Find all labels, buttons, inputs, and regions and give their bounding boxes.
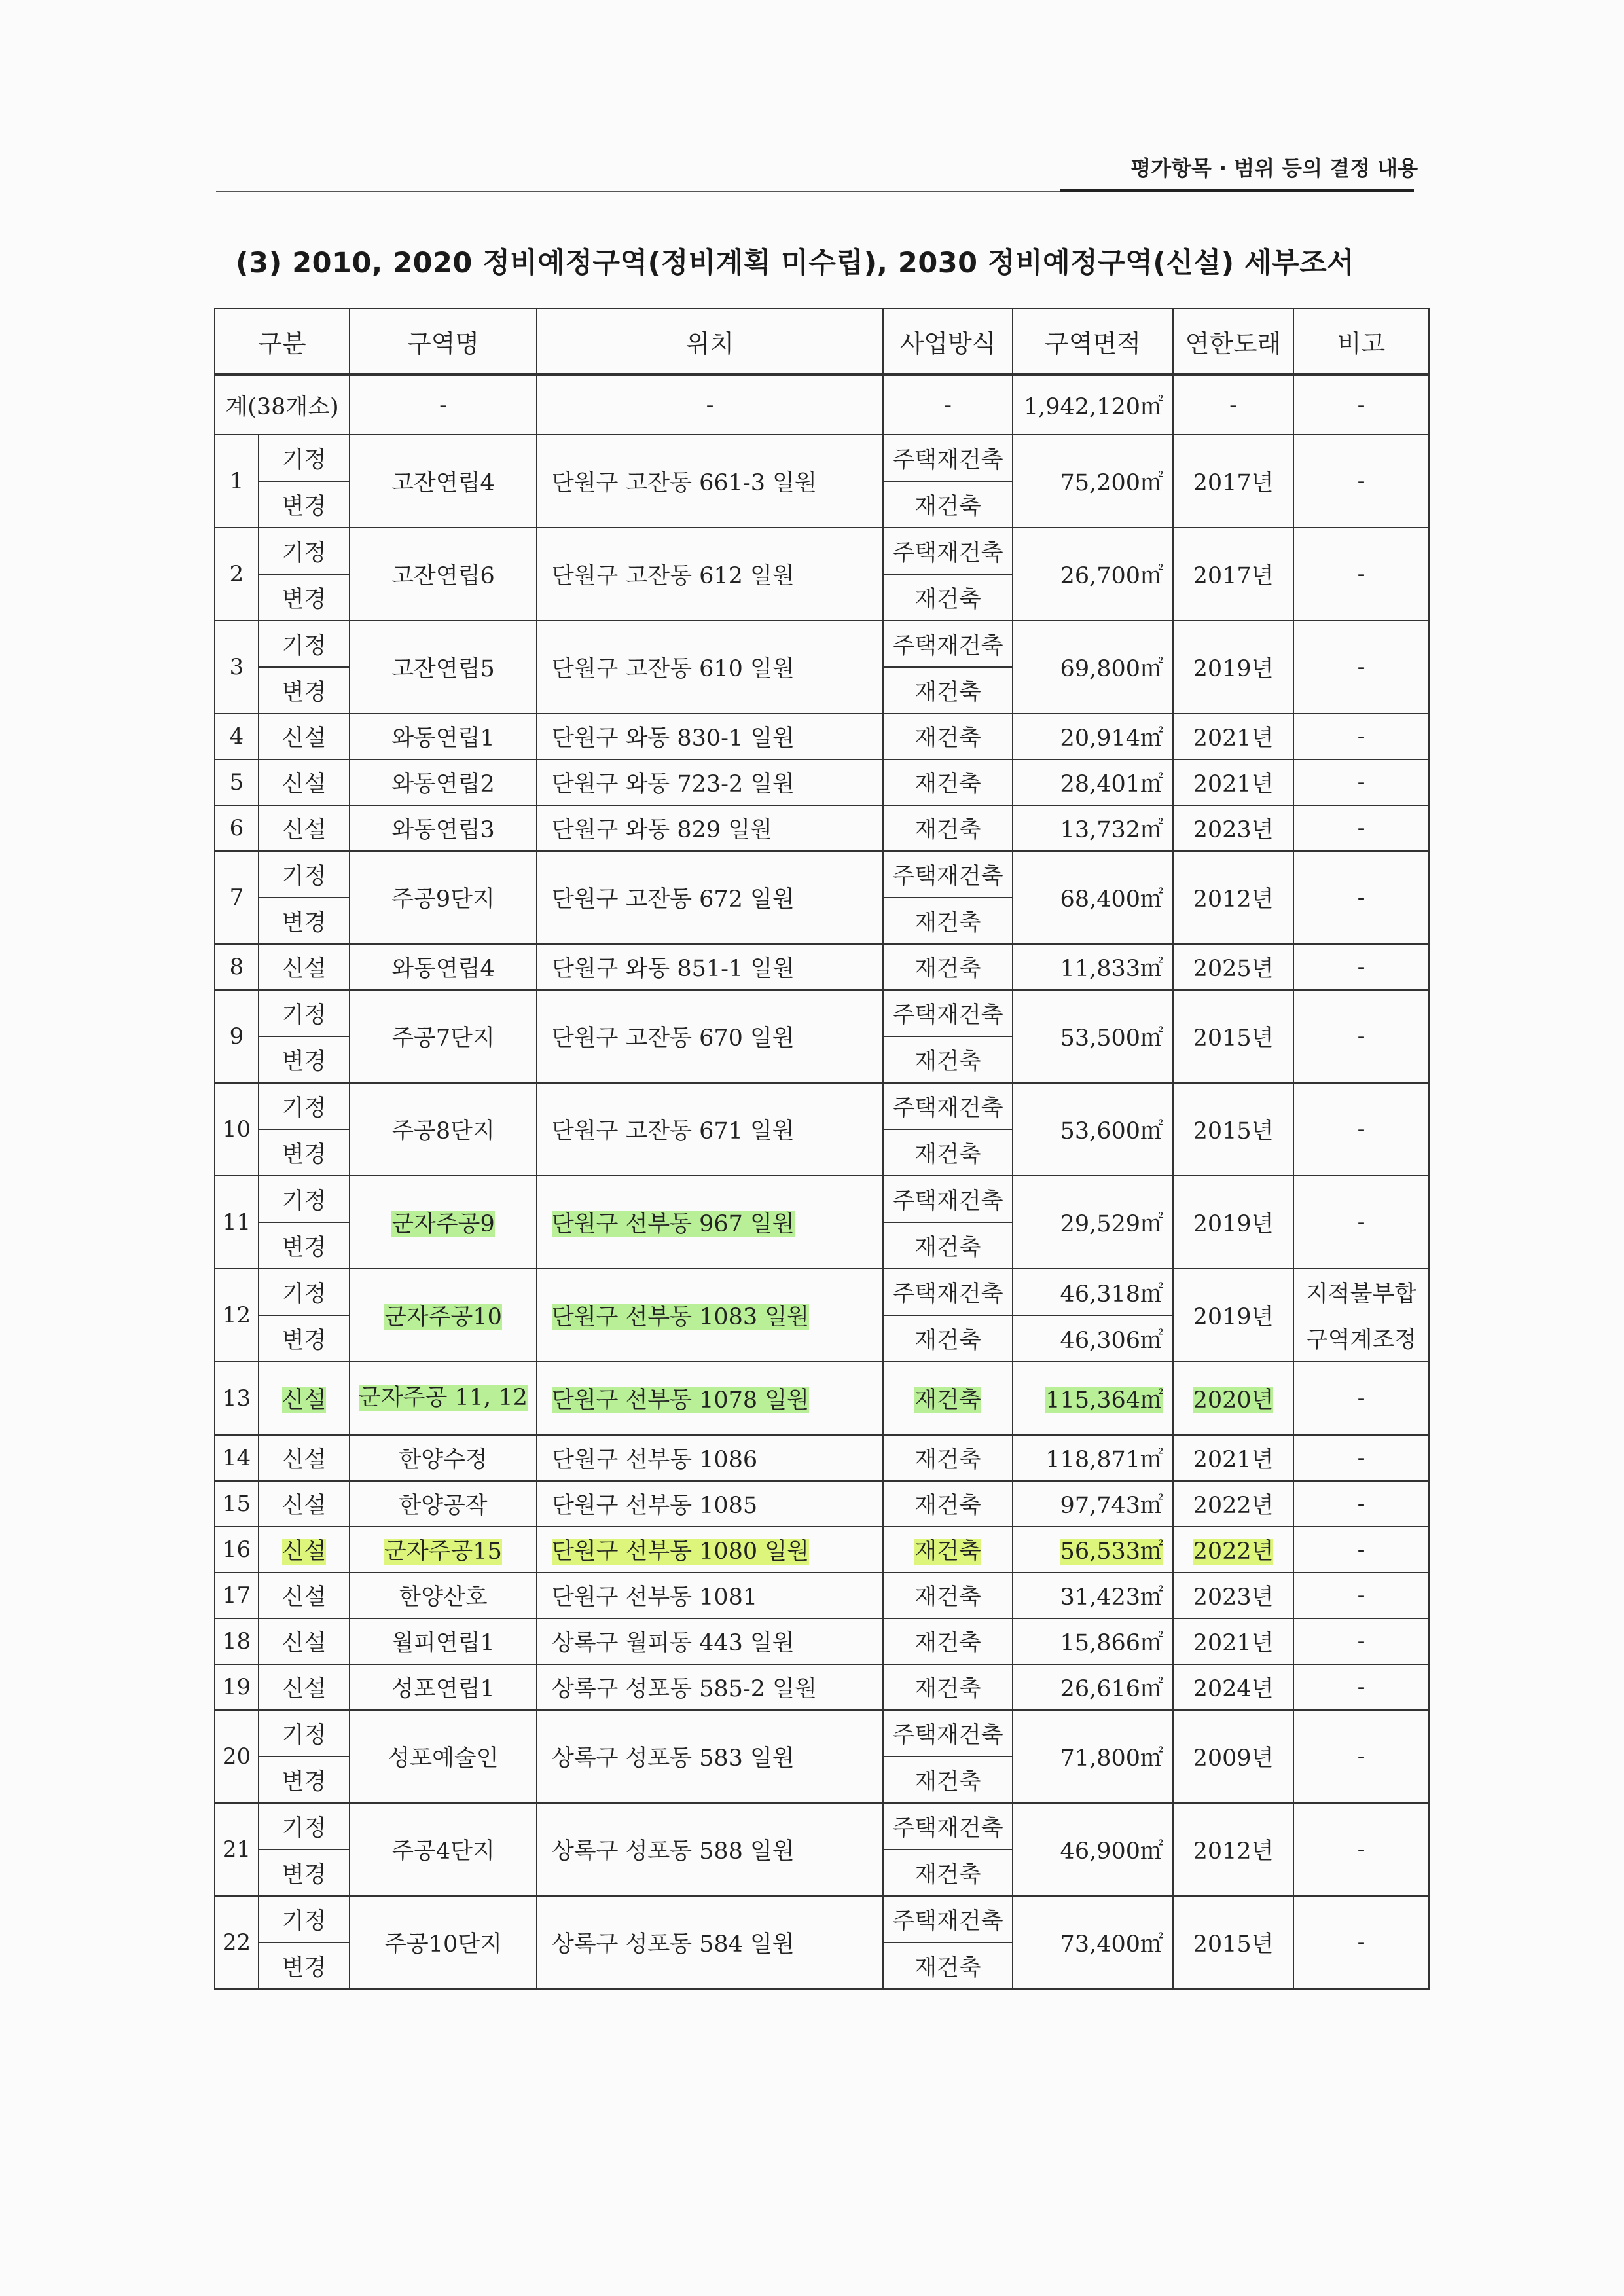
row-note: -	[1293, 1618, 1429, 1664]
row-status-changed: 변경	[259, 1315, 350, 1362]
row-method-existing: 주택재건축	[883, 1896, 1013, 1942]
row-year: 2015년	[1173, 990, 1293, 1083]
row-year: 2022년	[1173, 1481, 1293, 1527]
row-location: 상록구 성포동 583 일원	[537, 1710, 883, 1803]
row-method-changed: 재건축	[883, 1942, 1013, 1989]
table-row	[215, 1176, 1429, 1222]
row-location: 단원구 와동 851-1 일원	[537, 944, 883, 990]
row-status-changed: 변경	[259, 1129, 350, 1176]
row-year: 2024년	[1173, 1664, 1293, 1710]
row-name: 군자주공 11, 12	[359, 1385, 528, 1412]
row-area-existing: 46,318㎡	[1013, 1269, 1173, 1315]
header-name: 구역명	[350, 308, 537, 375]
row-year: 2009년	[1173, 1710, 1293, 1803]
row-status-cell	[259, 1527, 350, 1573]
row-note: -	[1293, 944, 1429, 990]
row-number: 16	[215, 1527, 259, 1573]
row-status-cell	[259, 1362, 350, 1435]
row-area: 20,914㎡	[1013, 714, 1173, 759]
row-status-changed: 변경	[259, 1036, 350, 1083]
total-area: 1,942,120㎡	[1013, 375, 1173, 435]
row-year: 2015년	[1173, 1083, 1293, 1176]
row-location: 단원구 선부동 1086	[537, 1435, 883, 1481]
row-area: 11,833㎡	[1013, 944, 1173, 990]
row-status-changed: 변경	[259, 481, 350, 528]
row-status-existing: 기정	[259, 1896, 350, 1942]
row-note: -	[1293, 759, 1429, 805]
row-note: -	[1293, 1176, 1429, 1269]
row-method-changed: 재건축	[883, 898, 1013, 944]
row-area: 15,866㎡	[1013, 1618, 1173, 1664]
row-area: 26,700㎡	[1013, 528, 1173, 621]
row-name: 주공7단지	[350, 990, 537, 1083]
row-area: 97,743㎡	[1013, 1481, 1173, 1527]
row-method-cell	[883, 1527, 1013, 1573]
row-area-cell	[1013, 1527, 1173, 1573]
row-number: 12	[215, 1269, 259, 1362]
row-name: 와동연립1	[350, 714, 537, 759]
row-name: 성포예술인	[350, 1710, 537, 1803]
row-method-existing: 주택재건축	[883, 435, 1013, 481]
row-area: 69,800㎡	[1013, 621, 1173, 714]
row-method-changed: 재건축	[883, 1850, 1013, 1896]
page-title: (3) 2010, 2020 정비예정구역(정비계획 미수립), 2030 정비예정구역(신설) 세부조서	[236, 247, 1355, 280]
row-year: 2021년	[1173, 1618, 1293, 1664]
row-name-cell	[350, 1362, 537, 1435]
row-note-top: 지적불부합	[1293, 1269, 1429, 1315]
row-method: 재건축	[883, 714, 1013, 759]
row-method: 재건축	[883, 759, 1013, 805]
row-name: 월피연립1	[350, 1618, 537, 1664]
table-row	[215, 1527, 1429, 1573]
row-status-changed: 변경	[259, 667, 350, 714]
row-name: 한양공작	[350, 1481, 537, 1527]
row-year: 2021년	[1173, 1435, 1293, 1481]
row-area: 28,401㎡	[1013, 759, 1173, 805]
row-name-cell	[350, 1269, 537, 1362]
row-status-existing: 기정	[259, 528, 350, 574]
total-name: -	[350, 375, 537, 435]
row-area: 75,200㎡	[1013, 435, 1173, 528]
row-status: 신설	[259, 944, 350, 990]
table-row	[215, 1573, 1429, 1618]
table-row	[215, 1896, 1429, 1942]
row-method-existing: 주택재건축	[883, 1176, 1013, 1222]
table-row	[215, 759, 1429, 805]
row-method: 재건축	[883, 1664, 1013, 1710]
row-number: 2	[215, 528, 259, 621]
row-year: 2023년	[1173, 805, 1293, 851]
row-location-cell	[537, 1362, 883, 1435]
row-number: 10	[215, 1083, 259, 1176]
row-method-existing: 주택재건축	[883, 621, 1013, 667]
row-note: -	[1293, 1481, 1429, 1527]
row-method-changed: 재건축	[883, 1757, 1013, 1803]
row-year-cell	[1173, 1362, 1293, 1435]
table-row	[215, 435, 1429, 481]
table-row	[215, 990, 1429, 1036]
row-area: 53,600㎡	[1013, 1083, 1173, 1176]
header-year: 연한도래	[1173, 308, 1293, 375]
row-method: 재건축	[914, 1539, 981, 1565]
row-name: 군자주공10	[384, 1304, 502, 1330]
row-year: 2025년	[1173, 944, 1293, 990]
row-method-cell	[883, 1362, 1013, 1435]
row-status-existing: 기정	[259, 435, 350, 481]
row-note: -	[1293, 1527, 1429, 1573]
row-status: 신설	[259, 1481, 350, 1527]
row-note: -	[1293, 1803, 1429, 1896]
row-status-changed: 변경	[259, 1757, 350, 1803]
row-status-existing: 기정	[259, 851, 350, 898]
table-row	[215, 714, 1429, 759]
row-name: 주공9단지	[350, 851, 537, 944]
section-header: 평가항목 · 범위 등의 결정 내용	[1130, 156, 1418, 181]
row-method: 재건축	[883, 1618, 1013, 1664]
row-name: 주공8단지	[350, 1083, 537, 1176]
row-note: -	[1293, 805, 1429, 851]
row-status-changed: 변경	[259, 574, 350, 621]
row-area: 29,529㎡	[1013, 1176, 1173, 1269]
table-row	[215, 1481, 1429, 1527]
row-year: 2017년	[1173, 435, 1293, 528]
row-year: 2019년	[1173, 621, 1293, 714]
row-number: 14	[215, 1435, 259, 1481]
row-name: 군자주공9	[391, 1211, 495, 1237]
row-number: 20	[215, 1710, 259, 1803]
row-location: 단원구 고잔동 672 일원	[537, 851, 883, 944]
total-location: -	[537, 375, 883, 435]
row-method-existing: 주택재건축	[883, 1710, 1013, 1757]
row-number: 4	[215, 714, 259, 759]
row-location: 상록구 성포동 588 일원	[537, 1803, 883, 1896]
row-method: 재건축	[883, 944, 1013, 990]
row-status-existing: 기정	[259, 1083, 350, 1129]
row-year: 2015년	[1173, 1896, 1293, 1989]
row-number: 5	[215, 759, 259, 805]
row-note: -	[1293, 1083, 1429, 1176]
row-year: 2019년	[1173, 1269, 1293, 1362]
row-method: 재건축	[914, 1387, 981, 1413]
row-status: 신설	[281, 1387, 327, 1413]
row-location: 단원구 고잔동 661-3 일원	[537, 435, 883, 528]
row-number: 18	[215, 1618, 259, 1664]
row-location: 단원구 선부동 967 일원	[552, 1211, 795, 1237]
row-area-changed: 46,306㎡	[1013, 1315, 1173, 1362]
row-name: 주공4단지	[350, 1803, 537, 1896]
row-status: 신설	[259, 759, 350, 805]
table-row	[215, 1269, 1429, 1315]
row-method-existing: 주택재건축	[883, 851, 1013, 898]
row-number: 13	[215, 1362, 259, 1435]
total-year: -	[1173, 375, 1293, 435]
row-status-changed: 변경	[259, 1850, 350, 1896]
row-note: -	[1293, 528, 1429, 621]
row-method-changed: 재건축	[883, 481, 1013, 528]
header-method: 사업방식	[883, 308, 1013, 375]
row-area: 118,871㎡	[1013, 1435, 1173, 1481]
row-name-cell	[350, 1527, 537, 1573]
row-number: 3	[215, 621, 259, 714]
table-row	[215, 1618, 1429, 1664]
row-method-changed: 재건축	[883, 1036, 1013, 1083]
row-note: -	[1293, 621, 1429, 714]
row-method: 재건축	[883, 1481, 1013, 1527]
row-number: 7	[215, 851, 259, 944]
row-status-existing: 기정	[259, 1269, 350, 1315]
row-note-bottom: 구역계조정	[1293, 1315, 1429, 1362]
row-location: 단원구 와동 723-2 일원	[537, 759, 883, 805]
designation-table	[214, 308, 1430, 1990]
table-row	[215, 805, 1429, 851]
header-note: 비고	[1293, 308, 1429, 375]
row-area: 71,800㎡	[1013, 1710, 1173, 1803]
row-year: 2020년	[1193, 1387, 1274, 1413]
row-note: -	[1293, 714, 1429, 759]
row-method: 재건축	[883, 1435, 1013, 1481]
row-year: 2012년	[1173, 1803, 1293, 1896]
row-method-changed: 재건축	[883, 1315, 1013, 1362]
row-status-changed: 변경	[259, 898, 350, 944]
row-location: 단원구 와동 829 일원	[537, 805, 883, 851]
row-status: 신설	[281, 1539, 327, 1565]
row-method-existing: 주택재건축	[883, 990, 1013, 1036]
row-location-cell	[537, 1269, 883, 1362]
row-location: 단원구 선부동 1078 일원	[552, 1387, 809, 1413]
header-area: 구역면적	[1013, 308, 1173, 375]
row-name-cell	[350, 1176, 537, 1269]
row-area: 56,533㎡	[1060, 1539, 1164, 1565]
row-location: 단원구 선부동 1083 일원	[552, 1304, 809, 1330]
total-label: 계(38개소)	[215, 375, 350, 435]
row-name: 주공10단지	[350, 1896, 537, 1989]
row-name: 고잔연립4	[350, 435, 537, 528]
row-method-changed: 재건축	[883, 1222, 1013, 1269]
row-method-changed: 재건축	[883, 574, 1013, 621]
row-name: 와동연립4	[350, 944, 537, 990]
row-area: 115,364㎡	[1045, 1387, 1164, 1413]
row-location: 단원구 고잔동 671 일원	[537, 1083, 883, 1176]
row-status-existing: 기정	[259, 1176, 350, 1222]
row-method-changed: 재건축	[883, 667, 1013, 714]
row-note: -	[1293, 1710, 1429, 1803]
row-note: -	[1293, 851, 1429, 944]
row-name: 성포연립1	[350, 1664, 537, 1710]
row-location: 단원구 선부동 1081	[537, 1573, 883, 1618]
row-location: 상록구 성포동 584 일원	[537, 1896, 883, 1989]
row-note: -	[1293, 990, 1429, 1083]
row-method-existing: 주택재건축	[883, 1269, 1013, 1315]
row-status: 신설	[259, 805, 350, 851]
table-row	[215, 1435, 1429, 1481]
row-status-existing: 기정	[259, 1710, 350, 1757]
total-note: -	[1293, 375, 1429, 435]
row-status-changed: 변경	[259, 1942, 350, 1989]
row-area: 26,616㎡	[1013, 1664, 1173, 1710]
row-method-existing: 주택재건축	[883, 1803, 1013, 1850]
row-number: 22	[215, 1896, 259, 1989]
row-location: 상록구 월피동 443 일원	[537, 1618, 883, 1664]
row-year: 2017년	[1173, 528, 1293, 621]
row-name: 고잔연립6	[350, 528, 537, 621]
row-area-cell	[1013, 1362, 1173, 1435]
table-row	[215, 944, 1429, 990]
row-number: 21	[215, 1803, 259, 1896]
table-header-row	[215, 308, 1429, 375]
table-row	[215, 621, 1429, 667]
row-method: 재건축	[883, 1573, 1013, 1618]
row-area: 46,900㎡	[1013, 1803, 1173, 1896]
row-note: -	[1293, 1362, 1429, 1435]
row-status-changed: 변경	[259, 1222, 350, 1269]
row-name: 와동연립2	[350, 759, 537, 805]
row-number: 8	[215, 944, 259, 990]
table-row	[215, 1664, 1429, 1710]
row-method-changed: 재건축	[883, 1129, 1013, 1176]
table-row	[215, 1710, 1429, 1757]
row-number: 9	[215, 990, 259, 1083]
row-status-existing: 기정	[259, 990, 350, 1036]
row-year: 2012년	[1173, 851, 1293, 944]
header-category: 구분	[215, 308, 350, 375]
row-location: 단원구 선부동 1080 일원	[552, 1539, 809, 1565]
row-location: 상록구 성포동 585-2 일원	[537, 1664, 883, 1710]
row-location-cell	[537, 1176, 883, 1269]
row-number: 1	[215, 435, 259, 528]
row-note: -	[1293, 1896, 1429, 1989]
row-note: -	[1293, 1664, 1429, 1710]
row-status: 신설	[259, 1618, 350, 1664]
row-status: 신설	[259, 1573, 350, 1618]
table-row	[215, 851, 1429, 898]
row-name: 한양산호	[350, 1573, 537, 1618]
row-location: 단원구 고잔동 670 일원	[537, 990, 883, 1083]
row-area: 68,400㎡	[1013, 851, 1173, 944]
row-status-existing: 기정	[259, 1803, 350, 1850]
row-status-existing: 기정	[259, 621, 350, 667]
row-year: 2022년	[1193, 1539, 1274, 1565]
row-area: 31,423㎡	[1013, 1573, 1173, 1618]
row-status: 신설	[259, 1435, 350, 1481]
row-number: 19	[215, 1664, 259, 1710]
row-year: 2021년	[1173, 759, 1293, 805]
table-row	[215, 1083, 1429, 1129]
row-year: 2023년	[1173, 1573, 1293, 1618]
row-method-existing: 주택재건축	[883, 1083, 1013, 1129]
row-method-existing: 주택재건축	[883, 528, 1013, 574]
row-year: 2021년	[1173, 714, 1293, 759]
row-year-cell	[1173, 1527, 1293, 1573]
row-year: 2019년	[1173, 1176, 1293, 1269]
row-number: 17	[215, 1573, 259, 1618]
row-number: 15	[215, 1481, 259, 1527]
row-name: 고잔연립5	[350, 621, 537, 714]
row-status: 신설	[259, 714, 350, 759]
table-row	[215, 1803, 1429, 1850]
row-location: 단원구 선부동 1085	[537, 1481, 883, 1527]
table-row	[215, 528, 1429, 574]
table-row	[215, 1362, 1429, 1435]
total-row	[215, 375, 1429, 435]
total-method: -	[883, 375, 1013, 435]
row-note: -	[1293, 1573, 1429, 1618]
row-name: 군자주공15	[384, 1539, 502, 1565]
row-location: 단원구 와동 830-1 일원	[537, 714, 883, 759]
row-note: -	[1293, 1435, 1429, 1481]
row-name: 와동연립3	[350, 805, 537, 851]
row-method: 재건축	[883, 805, 1013, 851]
row-number: 6	[215, 805, 259, 851]
row-location-cell	[537, 1527, 883, 1573]
row-number: 11	[215, 1176, 259, 1269]
row-note: -	[1293, 435, 1429, 528]
row-name: 한양수정	[350, 1435, 537, 1481]
header-location: 위치	[537, 308, 883, 375]
row-location: 단원구 고잔동 610 일원	[537, 621, 883, 714]
row-location: 단원구 고잔동 612 일원	[537, 528, 883, 621]
row-area: 13,732㎡	[1013, 805, 1173, 851]
row-area: 73,400㎡	[1013, 1896, 1173, 1989]
row-area: 53,500㎡	[1013, 990, 1173, 1083]
row-status: 신설	[259, 1664, 350, 1710]
header-rule-accent	[1060, 189, 1414, 192]
